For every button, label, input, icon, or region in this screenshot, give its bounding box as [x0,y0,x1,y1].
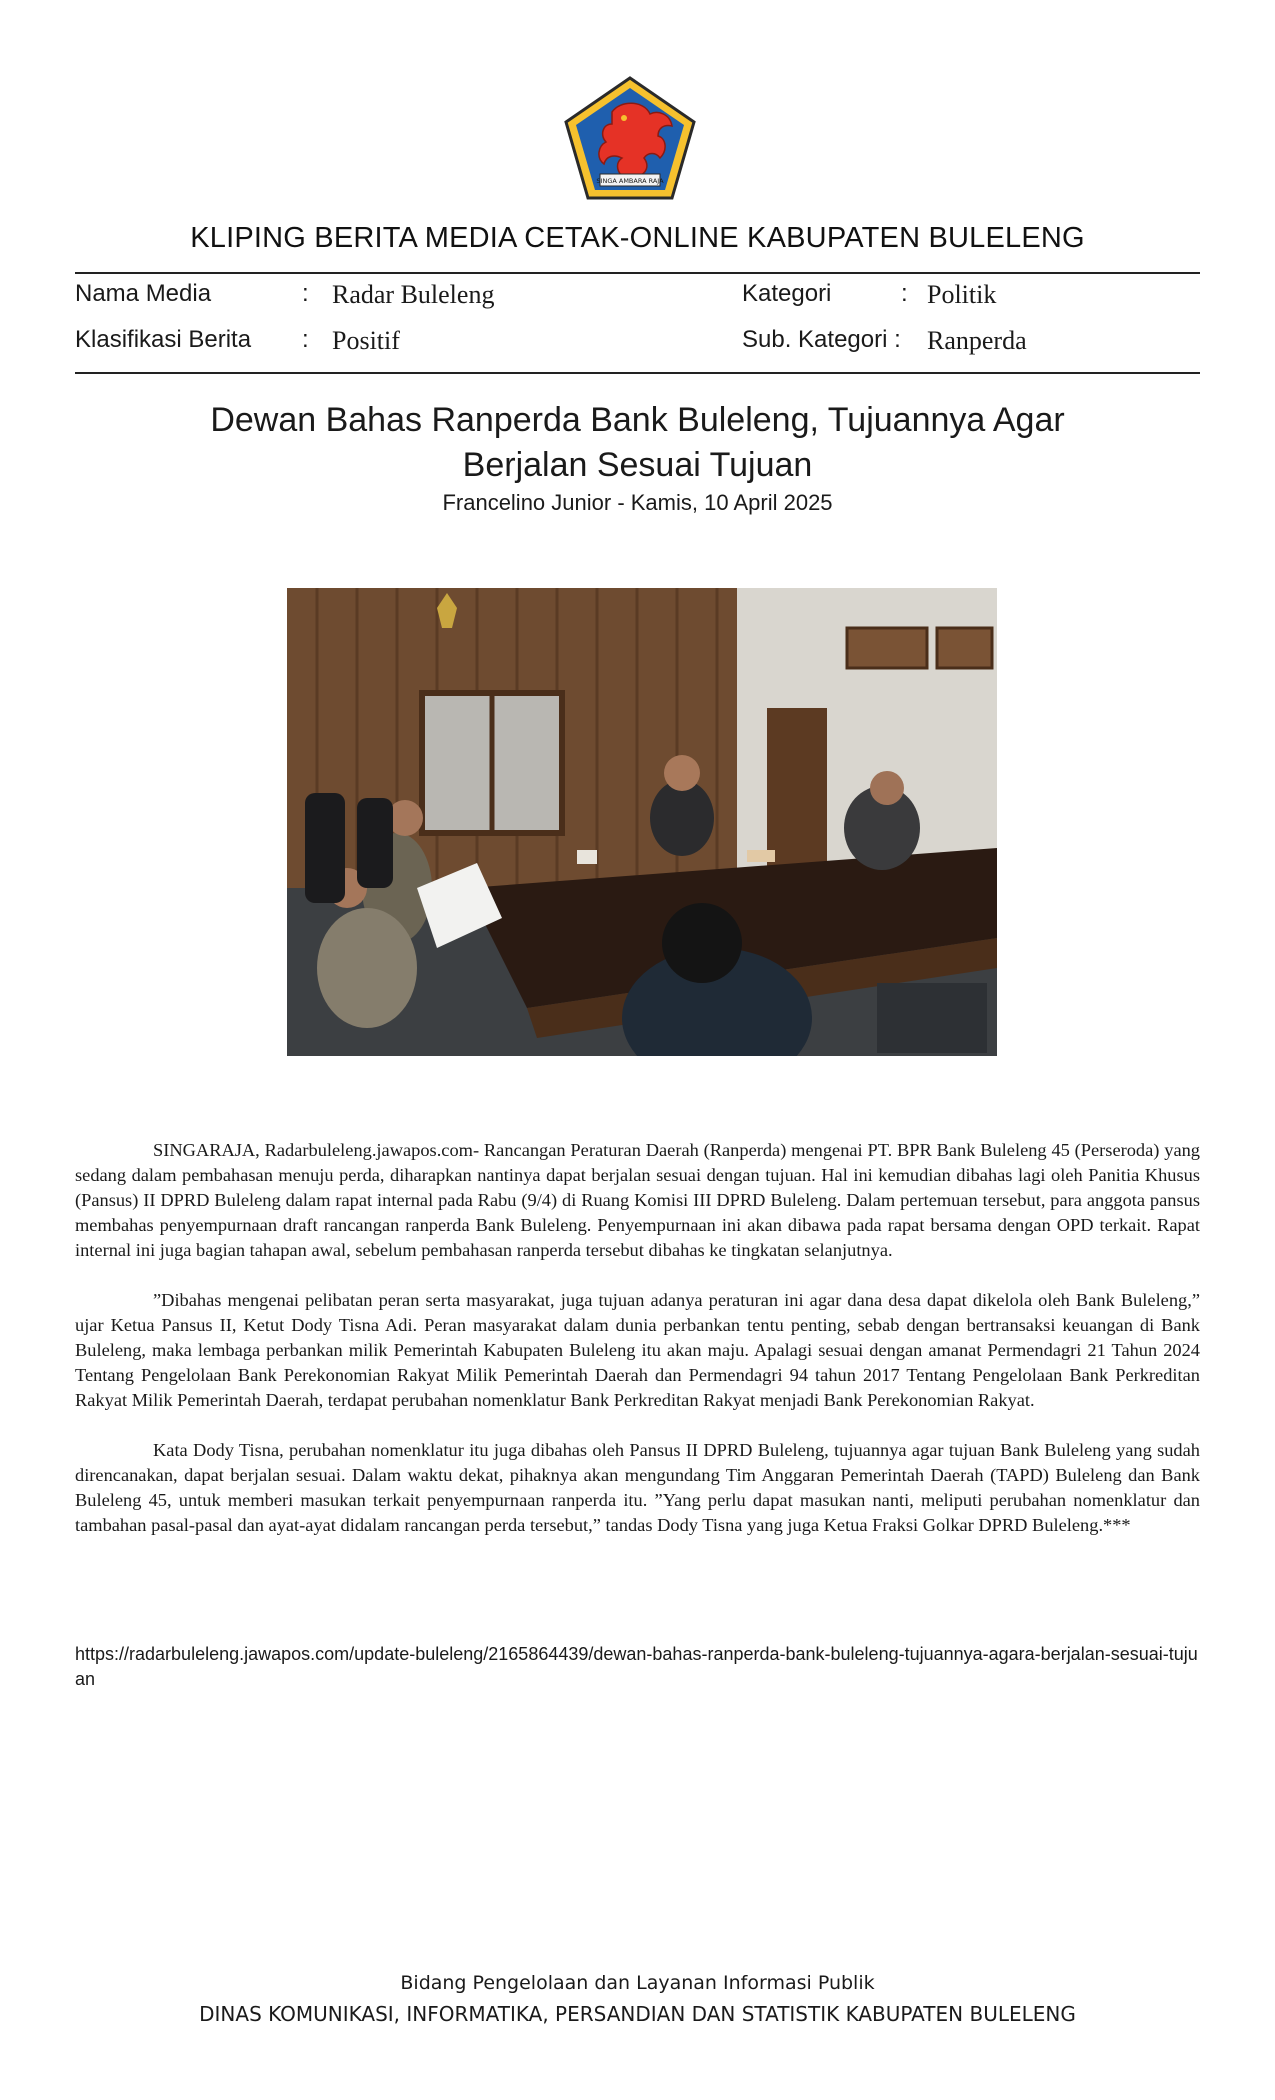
klasifikasi-value: Positif [332,326,400,355]
kategori-label: Kategori [742,280,832,307]
footer-agency: DINAS KOMUNIKASI, INFORMATIKA, PERSANDIAN DAN STATISTIK KABUPATEN BULELENG [199,2002,1076,2026]
article-body [75,1138,1200,1563]
media-label: Nama Media [75,280,212,307]
klasifikasi-label: Klasifikasi Berita [75,326,252,353]
header-rule-top [75,272,1200,274]
klasifikasi-colon: : [302,326,309,353]
meta-row-media [75,280,1200,316]
article-paragraph-1: SINGARAJA, Radarbuleleng.jawapos.com- Rancangan Peraturan Daerah (Ranperda) mengenai PT. BPR Bank Buleleng 45 (Perseroda) yang sedang dalam pembahasan menuju perda, diharapkan nantinya dapat berjalan sesuai dengan tujuan. Hal ini kemudian dibahas lagi oleh Panitia Khusus (Pansus) II DPRD Buleleng dalam rapat internal pada Rabu (9/4) di Ruang Komisi III DPRD Buleleng. Dalam pertemuan tersebut, para anggota pansus membahas penyempurnaan draft rancangan ranperda Bank Buleleng. Penyempurnaan ini akan dibawa pada rapat bersama dengan OPD terkait. Rapat internal ini juga bagian tahapan awal, sebelum pembahasan ranperda tersebut dibahas ke tingkatan selanjutnya. [75,1140,1200,1260]
media-value: Radar Buleleng [332,280,495,309]
article-paragraph-3: Kata Dody Tisna, perubahan nomenklatur itu juga dibahas oleh Pansus II DPRD Buleleng, tujuannya agar tujuan Bank Buleleng yang sudah direncanakan, dapat berjalan sesuai. Dalam waktu dekat, pihaknya akan mengundang Tim Anggaran Pemerintah Daerah (TAPD) Buleleng dan Bank Buleleng 45, untuk memberi masukan terkait penyempurnaan ranperda itu. ”Yang perlu dapat masukan nanti, meliputi perubahan nomenklatur dan tambahan pasal-pasal dan ayat-ayat didalam rancangan perda tersebut,” tandas Dody Tisna yang juga Ketua Fraksi Golkar DPRD Buleleng.*** [75,1440,1200,1535]
source-url: https://radarbuleleng.jawapos.com/update-buleleng/2165864439/dewan-bahas-ranperda-bank-buleleng-tujuannya-agara-berjalan-sesuai-tujuan [75,1644,1198,1689]
article-photo [287,588,997,1056]
kategori-value: Politik [927,280,997,309]
article-paragraph-2: ”Dibahas mengenai pelibatan peran serta masyarakat, juga tujuan adanya peraturan ini agar dana desa dapat dikelola oleh Bank Buleleng,” ujar Ketua Pansus II, Ketut Dody Tisna Adi. Peran masyarakat dalam dunia perbankan tentu penting, sebab dengan bertransaksi keuangan di Bank Buleleng, maka lembaga perbankan milik Pemerintah Kabupaten Buleleng itu akan maju. Apalagi sesuai dengan amanat Permendagri 21 Tahun 2024 Tentang Pengelolaan Bank Perekonomian Rakyat Milik Pemerintah Daerah dan Permendagri 94 tahun 2017 Tentang Pengelolaan Bank Perkreditan Rakyat Milik Pemerintah Daerah, terdapat perubahan nomenklatur Bank Perkreditan Rakyat menjadi Bank Perekonomian Rakyat. [75,1290,1200,1410]
header-rule-bottom [75,372,1200,374]
byline: Francelino Junior - Kamis, 10 April 2025 [442,490,833,515]
emblem-motto: SINGA AMBARA RAJA [596,177,664,185]
media-colon: : [302,280,309,307]
subkategori-value: Ranperda [927,326,1027,355]
headline-line-2: Berjalan Sesuai Tujuan [462,446,813,484]
kategori-colon: : [901,280,908,307]
subkategori-label: Sub. Kategori : [742,326,901,353]
singa-ambara-raja-emblem-icon [560,74,700,202]
regency-emblem-logo [560,74,700,202]
headline-line-1: Dewan Bahas Ranperda Bank Buleleng, Tujuannya Agar [210,401,1065,439]
clipping-title: KLIPING BERITA MEDIA CETAK-ONLINE KABUPATEN BULELENG [190,222,1085,254]
meta-row-classification [75,326,1200,362]
footer-division: Bidang Pengelolaan dan Layanan Informasi Publik [400,1972,875,1994]
